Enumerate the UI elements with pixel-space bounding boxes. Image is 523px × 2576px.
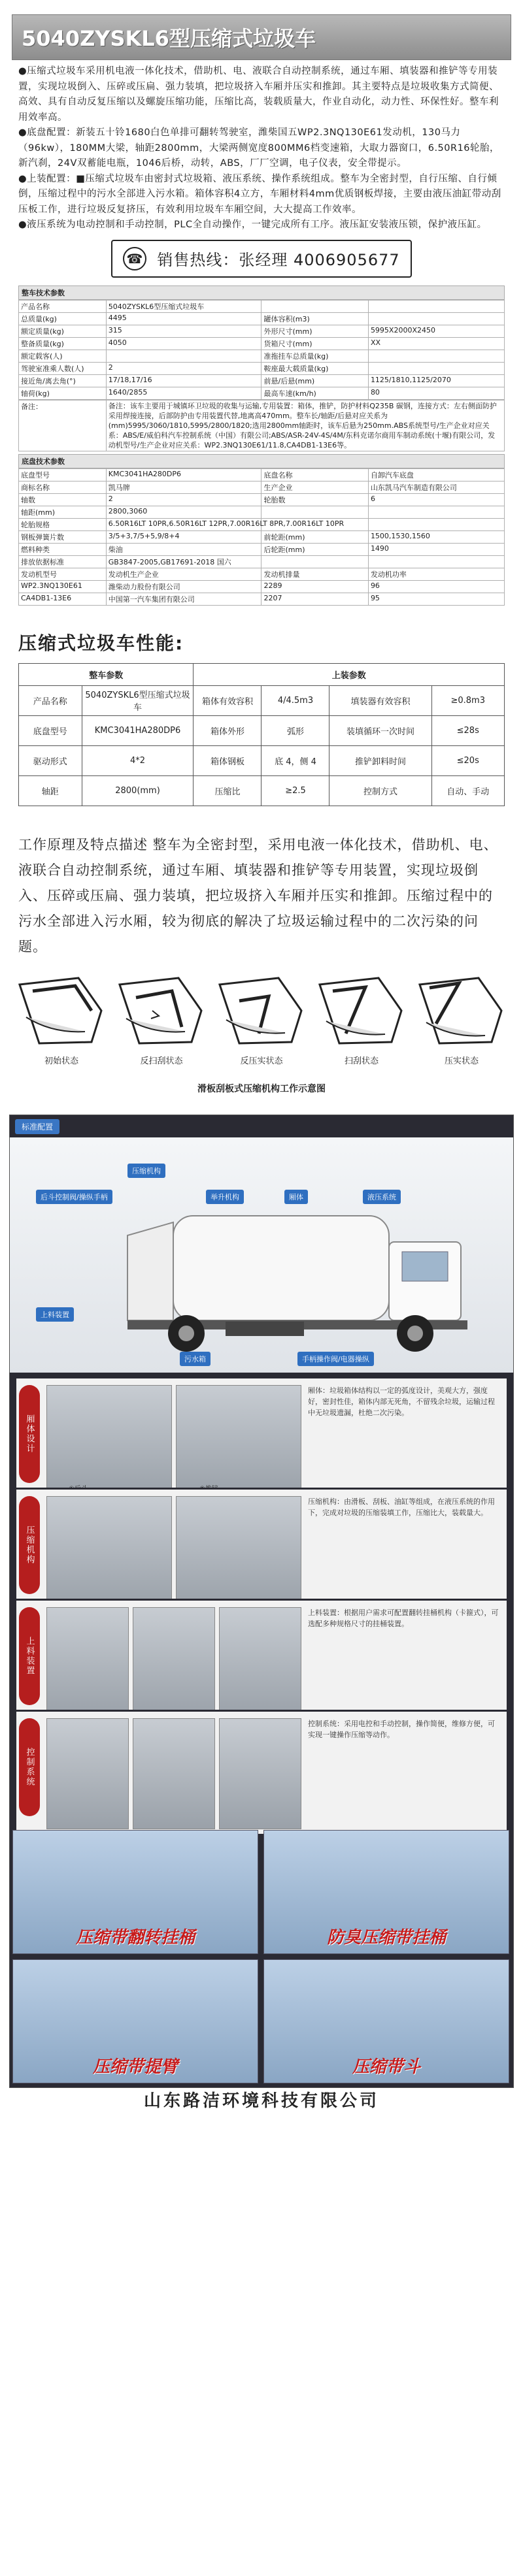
performance-cell: 产品名称 bbox=[19, 685, 82, 715]
chassis-spec-row bbox=[19, 468, 505, 481]
performance-cell: 轴距 bbox=[19, 775, 82, 806]
hotline-text: 销售热线：张经理 4006905677 bbox=[157, 251, 400, 269]
performance-row bbox=[19, 745, 505, 775]
chassis-spec-cell: 底盘名称 bbox=[262, 468, 368, 481]
feature-photo bbox=[219, 1718, 301, 1829]
feature-text: 控制系统：采用电控和手动控制，操作简便，维修方便，可实现一键操作压缩等动作。 bbox=[308, 1719, 495, 1739]
chassis-spec-cell: 2207 bbox=[262, 593, 368, 605]
variant-caption: 压缩带提臂 bbox=[92, 2057, 178, 2077]
performance-cell: 弧形 bbox=[262, 715, 329, 745]
feature-photo bbox=[46, 1385, 172, 1496]
vehicle-spec-row bbox=[19, 350, 505, 362]
chassis-spec-cell: 发动机排量 bbox=[262, 568, 368, 580]
feature-badge: 上料装置 bbox=[19, 1607, 40, 1705]
vehicle-spec-cell: 315 bbox=[106, 325, 262, 337]
feature-images bbox=[46, 1607, 301, 1718]
performance-cell: KMC3041HA280DP6 bbox=[82, 715, 194, 745]
group-header-body: 上装参数 bbox=[194, 663, 505, 685]
state-label: 扫刮状态 bbox=[344, 1056, 379, 1066]
vehicle-spec-cell: 额定质量(kg) bbox=[19, 325, 107, 337]
chassis-spec-cell: 底盘型号 bbox=[19, 468, 107, 481]
callout-label: 举升机构 bbox=[206, 1190, 244, 1204]
chassis-spec-cell: 3/5+3,7/5+5,9/8+4 bbox=[106, 530, 262, 543]
state-diagram bbox=[213, 971, 310, 1050]
chassis-spec-row bbox=[19, 530, 505, 543]
chassis-spec-cell: 6.50R16LT 10PR,6.50R16LT 12PR,7.00R16LT 8PR,7.00R16LT 10PR bbox=[106, 518, 262, 530]
states-caption: 滑板刮板式压缩机构工作示意图 bbox=[197, 1083, 326, 1094]
performance-row bbox=[19, 775, 505, 806]
vehicle-spec-cell: 轴荷(kg) bbox=[19, 387, 107, 399]
page-title bbox=[12, 14, 511, 60]
chassis-spec-cell bbox=[368, 518, 504, 530]
performance-cell: ≤28s bbox=[431, 715, 505, 745]
vehicle-spec-cell: 鞍座最大载质量(kg) bbox=[262, 362, 368, 374]
variant-caption: 压缩带斗 bbox=[352, 2057, 420, 2077]
remark-label: 备注： bbox=[19, 400, 107, 451]
truck-illustration bbox=[10, 1137, 513, 1373]
truck-diagram bbox=[10, 1137, 513, 1373]
performance-cell: 箱体钢板 bbox=[194, 745, 262, 775]
performance-cell: 箱体外形 bbox=[194, 715, 262, 745]
chassis-spec-cell: 商标名称 bbox=[19, 481, 107, 493]
chassis-spec-cell: 轮胎数 bbox=[262, 493, 368, 506]
chassis-spec-row bbox=[19, 580, 505, 593]
chassis-spec-cell: KMC3041HA280DP6 bbox=[106, 468, 262, 481]
chassis-spec-cell: 中国第一汽车集团有限公司 bbox=[106, 593, 262, 605]
chassis-spec-cell: 前轮距(mm) bbox=[262, 530, 368, 543]
phone-icon: ☎ bbox=[123, 247, 146, 270]
performance-cell: 驱动形式 bbox=[19, 745, 82, 775]
vehicle-spec-cell: 货箱尺寸(mm) bbox=[262, 337, 368, 350]
state-label: 压实状态 bbox=[444, 1056, 479, 1066]
chassis-spec-cell: 排放依据标准 bbox=[19, 555, 107, 568]
callout-label: 厢体 bbox=[284, 1190, 308, 1204]
chassis-spec-cell: 6 bbox=[368, 493, 504, 506]
chassis-spec-row bbox=[19, 481, 505, 493]
remark-text: 备注：该车主要用于城镇环卫垃圾的收集与运输,专用装置：箱体，推铲，防护材料Q235B 碳钢，连接方式：左右侧面防护采用焊接连接，后部防护由专用装置代替,地离高470mm。整车长/轴距/后悬对应关系为(mm)5995/3060/1810,5995/2800/1820;选用2800mm轴距时，该车后悬为250mm.ABS系统型号/生产企业对应关系：ABS/E/威伯科汽车控制系统（中国）有限公司;ABS/ASR-24V-4S/4M/东科克诺尔商用车制动系统(十堰)有限公司，发动机型号/生产企业对应关系：WP2.3NQ130E61/11.8,CA4DB1-13E6等。 bbox=[106, 400, 504, 451]
feature-photo bbox=[46, 1607, 129, 1718]
chassis-spec-cell bbox=[262, 506, 368, 518]
vehicle-spec-cell: 2 bbox=[106, 362, 262, 374]
state-initial bbox=[13, 971, 110, 1066]
chassis-spec-cell: 发动机功率 bbox=[368, 568, 504, 580]
vehicle-spec-cell: 额定载客(人) bbox=[19, 350, 107, 362]
variant-caption: 压缩带翻转挂桶 bbox=[75, 1927, 195, 1948]
chassis-spec-cell: 2800,3060 bbox=[106, 506, 262, 518]
vehicle-spec-cell: 罐体容积(m3) bbox=[262, 312, 368, 325]
state-diagram bbox=[13, 971, 110, 1050]
vehicle-spec-row bbox=[19, 300, 505, 312]
vehicle-spec-cell: 整备质量(kg) bbox=[19, 337, 107, 350]
feature-text: 压缩机构：由滑板、刮板、油缸等组成，在液压系统的作用下，完成对垃圾的压缩装填工作，压缩比大，装载量大。 bbox=[308, 1497, 495, 1517]
vehicle-spec-cell bbox=[368, 300, 504, 312]
vehicle-spec-cell: 4495 bbox=[106, 312, 262, 325]
callout-label: 后斗控制阀/操纵手柄 bbox=[36, 1190, 112, 1204]
chassis-spec-cell: 凯马牌 bbox=[106, 481, 262, 493]
feature-loading bbox=[16, 1599, 507, 1723]
chassis-spec-cell: 轴数 bbox=[19, 493, 107, 506]
chassis-spec-row bbox=[19, 555, 505, 568]
chassis-spec-row bbox=[19, 543, 505, 555]
performance-cell: 自动、手动 bbox=[431, 775, 505, 806]
vehicle-spec-cell: 80 bbox=[368, 387, 504, 399]
vehicle-spec-cell bbox=[368, 362, 504, 374]
chassis-spec-cell: 燃料种类 bbox=[19, 543, 107, 555]
intro-paragraph: ●压缩式垃圾车采用机电液一体化技术，借助机、电、液联合自动控制系统，通过车厢、填装器和推铲等专用装置，实现垃圾倒入、压碎或压扁、强力装填，把垃圾挤入车厢并压实和推卸。其主要特点是垃圾收集方式简便、高效、具有自动反复压缩以及螺旋压缩功能，压缩比高，装载质量大，作业自动化，动力性、环保性好。整车利用效率高。 bbox=[18, 66, 499, 123]
performance-cell: 箱体有效容积 bbox=[194, 685, 262, 715]
page-title-text: 5040ZYSKL6型压缩式垃圾车 bbox=[22, 26, 316, 51]
feature-photo bbox=[133, 1607, 215, 1718]
intro-text bbox=[18, 64, 505, 233]
vehicle-spec-cell: 最高车速(km/h) bbox=[262, 387, 368, 399]
intro-paragraph: ●上装配置：■压缩式垃圾车由密封式垃圾箱、液压系统、操作系统组成。整车为全密封型，自行压缩、自行倾倒，压缩过程中的污水全部进入污水箱。箱体容积4立方，车厢材料4mm优质钢板焊接，主要由液压油缸带动刮压板工作，进行垃圾反复挤压，有效利用垃圾车车厢空间，大大提高工作效率。 bbox=[18, 173, 501, 215]
feature-badge: 压缩机构 bbox=[19, 1496, 40, 1594]
chassis-spec-row bbox=[19, 593, 505, 605]
feature-images bbox=[46, 1718, 301, 1829]
variant-caption: 防臭压缩带挂桶 bbox=[326, 1927, 446, 1948]
callout-label: 液压系统 bbox=[363, 1190, 401, 1204]
vehicle-spec-cell bbox=[368, 350, 504, 362]
intro-paragraph: ●液压系统为电动控制和手动控制，PLC全自动操作，一键完成所有工序。液压缸安装液压锁，保护液压缸。 bbox=[18, 220, 487, 230]
feature-text: 厢体：垃圾箱体结构以一定的弧度设计，美观大方，强度好，密封性佳，箱体内部无死角，不留残余垃圾，运输过程中无垃圾遗漏，杜绝二次污染。 bbox=[308, 1386, 495, 1417]
performance-cell: 4*2 bbox=[82, 745, 194, 775]
chassis-spec-cell: 潍柴动力股份有限公司 bbox=[106, 580, 262, 593]
callout-label: 污水箱 bbox=[180, 1352, 211, 1366]
vehicle-spec-row bbox=[19, 325, 505, 337]
feature-images bbox=[46, 1496, 301, 1607]
chassis-spec-cell: 2289 bbox=[262, 580, 368, 593]
state-label: 反压实状态 bbox=[240, 1056, 283, 1066]
chassis-spec-cell: 山东凯马汽车制造有限公司 bbox=[368, 481, 504, 493]
performance-row bbox=[19, 715, 505, 745]
chassis-spec-cell: 96 bbox=[368, 580, 504, 593]
vehicle-spec-cell: 17/18,17/16 bbox=[106, 374, 262, 387]
chassis-spec-row bbox=[19, 493, 505, 506]
variant-photo bbox=[12, 1830, 258, 1954]
callout-label: 压缩机构 bbox=[127, 1164, 165, 1178]
vehicle-spec-table bbox=[18, 300, 505, 400]
sales-hotline[interactable] bbox=[111, 240, 412, 278]
performance-cell: 控制方式 bbox=[329, 775, 431, 806]
config-tag: 标准配置 bbox=[15, 1119, 59, 1134]
variant-photo bbox=[12, 1959, 258, 2083]
page bbox=[0, 14, 523, 2576]
vehicle-spec-cell bbox=[368, 312, 504, 325]
vehicle-spec-cell bbox=[262, 300, 368, 312]
vehicle-spec-cell: 4050 bbox=[106, 337, 262, 350]
performance-cell: 装填循环一次时间 bbox=[329, 715, 431, 745]
state-reverse-sweep bbox=[113, 971, 210, 1066]
intro-paragraph: ●底盘配置：新装五十铃1680白色单排可翻转驾驶室，潍柴国五WP2.3NQ130E61发动机，130马力（96kw），180MM大梁，轴距2800mm，大梁两侧宽度800MM6档变速箱，大取力器窗口，6.50R16轮胎，新汽刹，24V双蓄能电瓶，1046后桥，动转，ABS，厂厂空调，电子仪表，安全带提示。 bbox=[18, 127, 500, 169]
chassis-spec-cell: 轴距(mm) bbox=[19, 506, 107, 518]
vehicle-spec-cell: 驾驶室准乘人数(人) bbox=[19, 362, 107, 374]
vehicle-spec-cell: 5995X2000X2450 bbox=[368, 325, 504, 337]
feature-photo bbox=[46, 1718, 129, 1829]
chassis-spec-cell bbox=[262, 555, 368, 568]
chassis-spec-cell: 生产企业 bbox=[262, 481, 368, 493]
performance-cell: 填装器有效容积 bbox=[329, 685, 431, 715]
chassis-spec-cell: 柴油 bbox=[106, 543, 262, 555]
vehicle-spec-cell: 准拖挂车总质量(kg) bbox=[262, 350, 368, 362]
feature-photo bbox=[46, 1496, 172, 1607]
company-name: 山东路洁环境科技有限公司 bbox=[9, 2088, 514, 2114]
standard-config-section bbox=[9, 1115, 514, 2088]
feature-control bbox=[16, 1710, 507, 1834]
chassis-spec-cell: WP2.3NQ130E61 bbox=[19, 580, 107, 593]
chassis-spec-row bbox=[19, 518, 505, 530]
vehicle-spec-row bbox=[19, 312, 505, 325]
variant-photo bbox=[263, 1830, 509, 1954]
performance-cell: ≥0.8m3 bbox=[431, 685, 505, 715]
feature-photo bbox=[133, 1718, 215, 1829]
chassis-spec-cell: 自卸汽车底盘 bbox=[368, 468, 504, 481]
chassis-spec-cell: 发动机生产企业 bbox=[106, 568, 262, 580]
performance-cell: 5040ZYSKL6型压缩式垃圾车 bbox=[82, 685, 194, 715]
feature-compression bbox=[16, 1488, 507, 1612]
chassis-spec-cell: CA4DB1-13E6 bbox=[19, 593, 107, 605]
feature-photo bbox=[219, 1607, 301, 1718]
performance-cell: ≥2.5 bbox=[262, 775, 329, 806]
chassis-spec-cell: 95 bbox=[368, 593, 504, 605]
state-diagram bbox=[113, 971, 210, 1050]
callout-label: 上料装置 bbox=[36, 1307, 74, 1322]
vehicle-spec-cell: XX bbox=[368, 337, 504, 350]
state-reverse-compact bbox=[213, 971, 310, 1066]
performance-table bbox=[18, 663, 505, 806]
state-label: 反扫刮状态 bbox=[140, 1056, 183, 1066]
variant-photo bbox=[263, 1959, 509, 2083]
chassis-spec-row bbox=[19, 568, 505, 580]
feature-images bbox=[46, 1385, 301, 1496]
chassis-spec-cell: 后轮距(mm) bbox=[262, 543, 368, 555]
feature-badge: 厢体设计 bbox=[19, 1385, 40, 1483]
feature-text: 上料装置：根据用户需求可配置翻转挂桶机构（卡箍式），可选配多种规格尺寸的挂桶装置。 bbox=[308, 1608, 499, 1628]
state-compact bbox=[413, 971, 510, 1066]
feature-photo bbox=[176, 1496, 301, 1607]
vehicle-spec-header: 整车技术参数 bbox=[18, 285, 505, 300]
vehicle-spec-cell: 1640/2855 bbox=[106, 387, 262, 399]
state-label: 初始状态 bbox=[44, 1056, 78, 1066]
performance-cell: ≤20s bbox=[431, 745, 505, 775]
chassis-spec-cell: 钢板弹簧片数 bbox=[19, 530, 107, 543]
performance-cell: 底盘型号 bbox=[19, 715, 82, 745]
performance-cell: 4/4.5m3 bbox=[262, 685, 329, 715]
callout-label: 手柄操作阀/电器操纵 bbox=[297, 1352, 374, 1366]
vehicle-spec-cell: 1125/1810,1125/2070 bbox=[368, 374, 504, 387]
feature-body bbox=[16, 1377, 507, 1501]
chassis-spec-table bbox=[18, 468, 505, 606]
vehicle-spec-row bbox=[19, 387, 505, 399]
vehicle-spec-cell bbox=[106, 350, 262, 362]
performance-cell: 底 4，侧 4 bbox=[262, 745, 329, 775]
performance-row bbox=[19, 685, 505, 715]
vehicle-spec-cell: 总质量(kg) bbox=[19, 312, 107, 325]
compression-states bbox=[13, 971, 510, 1066]
vehicle-spec-cell: 5040ZYSKL6型压缩式垃圾车 bbox=[106, 300, 262, 312]
vehicle-spec-cell: 产品名称 bbox=[19, 300, 107, 312]
vehicle-spec-cell: 接近角/离去角(°) bbox=[19, 374, 107, 387]
state-sweep bbox=[313, 971, 410, 1066]
performance-cell: 压缩比 bbox=[194, 775, 262, 806]
chassis-spec-header: 底盘技术参数 bbox=[18, 454, 505, 468]
group-header-vehicle: 整车参数 bbox=[19, 663, 194, 685]
chassis-spec-cell: 2 bbox=[106, 493, 262, 506]
working-principle: 工作原理及特点描述 整车为全密封型，采用电液一体化技术，借助机、电、液联合自动控制系统，通过车厢、填装器和推铲等专用装置，实现垃圾倒入、压碎或压扁、强力装填，把垃圾挤入车厢并压实和推卸。压缩过程中的污水全部进入污水厢，较为彻底的解决了垃圾运输过程中的二次污染的问题。 bbox=[18, 836, 498, 954]
chassis-spec-cell: GB3847-2005,GB17691-2018 国六 bbox=[106, 555, 262, 568]
state-diagram bbox=[413, 971, 510, 1050]
feature-badge: 控制系统 bbox=[19, 1718, 40, 1816]
chassis-spec-cell: 1490 bbox=[368, 543, 504, 555]
variant-photos bbox=[10, 1827, 513, 2089]
chassis-spec-cell bbox=[368, 555, 504, 568]
performance-cell: 2800(mm) bbox=[82, 775, 194, 806]
chassis-spec-cell: 轮胎规格 bbox=[19, 518, 107, 530]
vehicle-spec-row bbox=[19, 362, 505, 374]
state-diagram bbox=[313, 971, 410, 1050]
chassis-spec-cell: 1500,1530,1560 bbox=[368, 530, 504, 543]
chassis-spec-cell bbox=[368, 506, 504, 518]
performance-cell: 推铲卸料时间 bbox=[329, 745, 431, 775]
chassis-spec-row bbox=[19, 506, 505, 518]
remark-table bbox=[18, 400, 505, 451]
performance-title: 压缩式垃圾车性能: bbox=[18, 632, 184, 654]
vehicle-spec-row bbox=[19, 337, 505, 350]
feature-photo bbox=[176, 1385, 301, 1496]
spec-table bbox=[18, 285, 505, 606]
chassis-spec-cell: 发动机型号 bbox=[19, 568, 107, 580]
vehicle-spec-row bbox=[19, 374, 505, 387]
vehicle-spec-cell: 前悬/后悬(mm) bbox=[262, 374, 368, 387]
vehicle-spec-cell: 外形尺寸(mm) bbox=[262, 325, 368, 337]
